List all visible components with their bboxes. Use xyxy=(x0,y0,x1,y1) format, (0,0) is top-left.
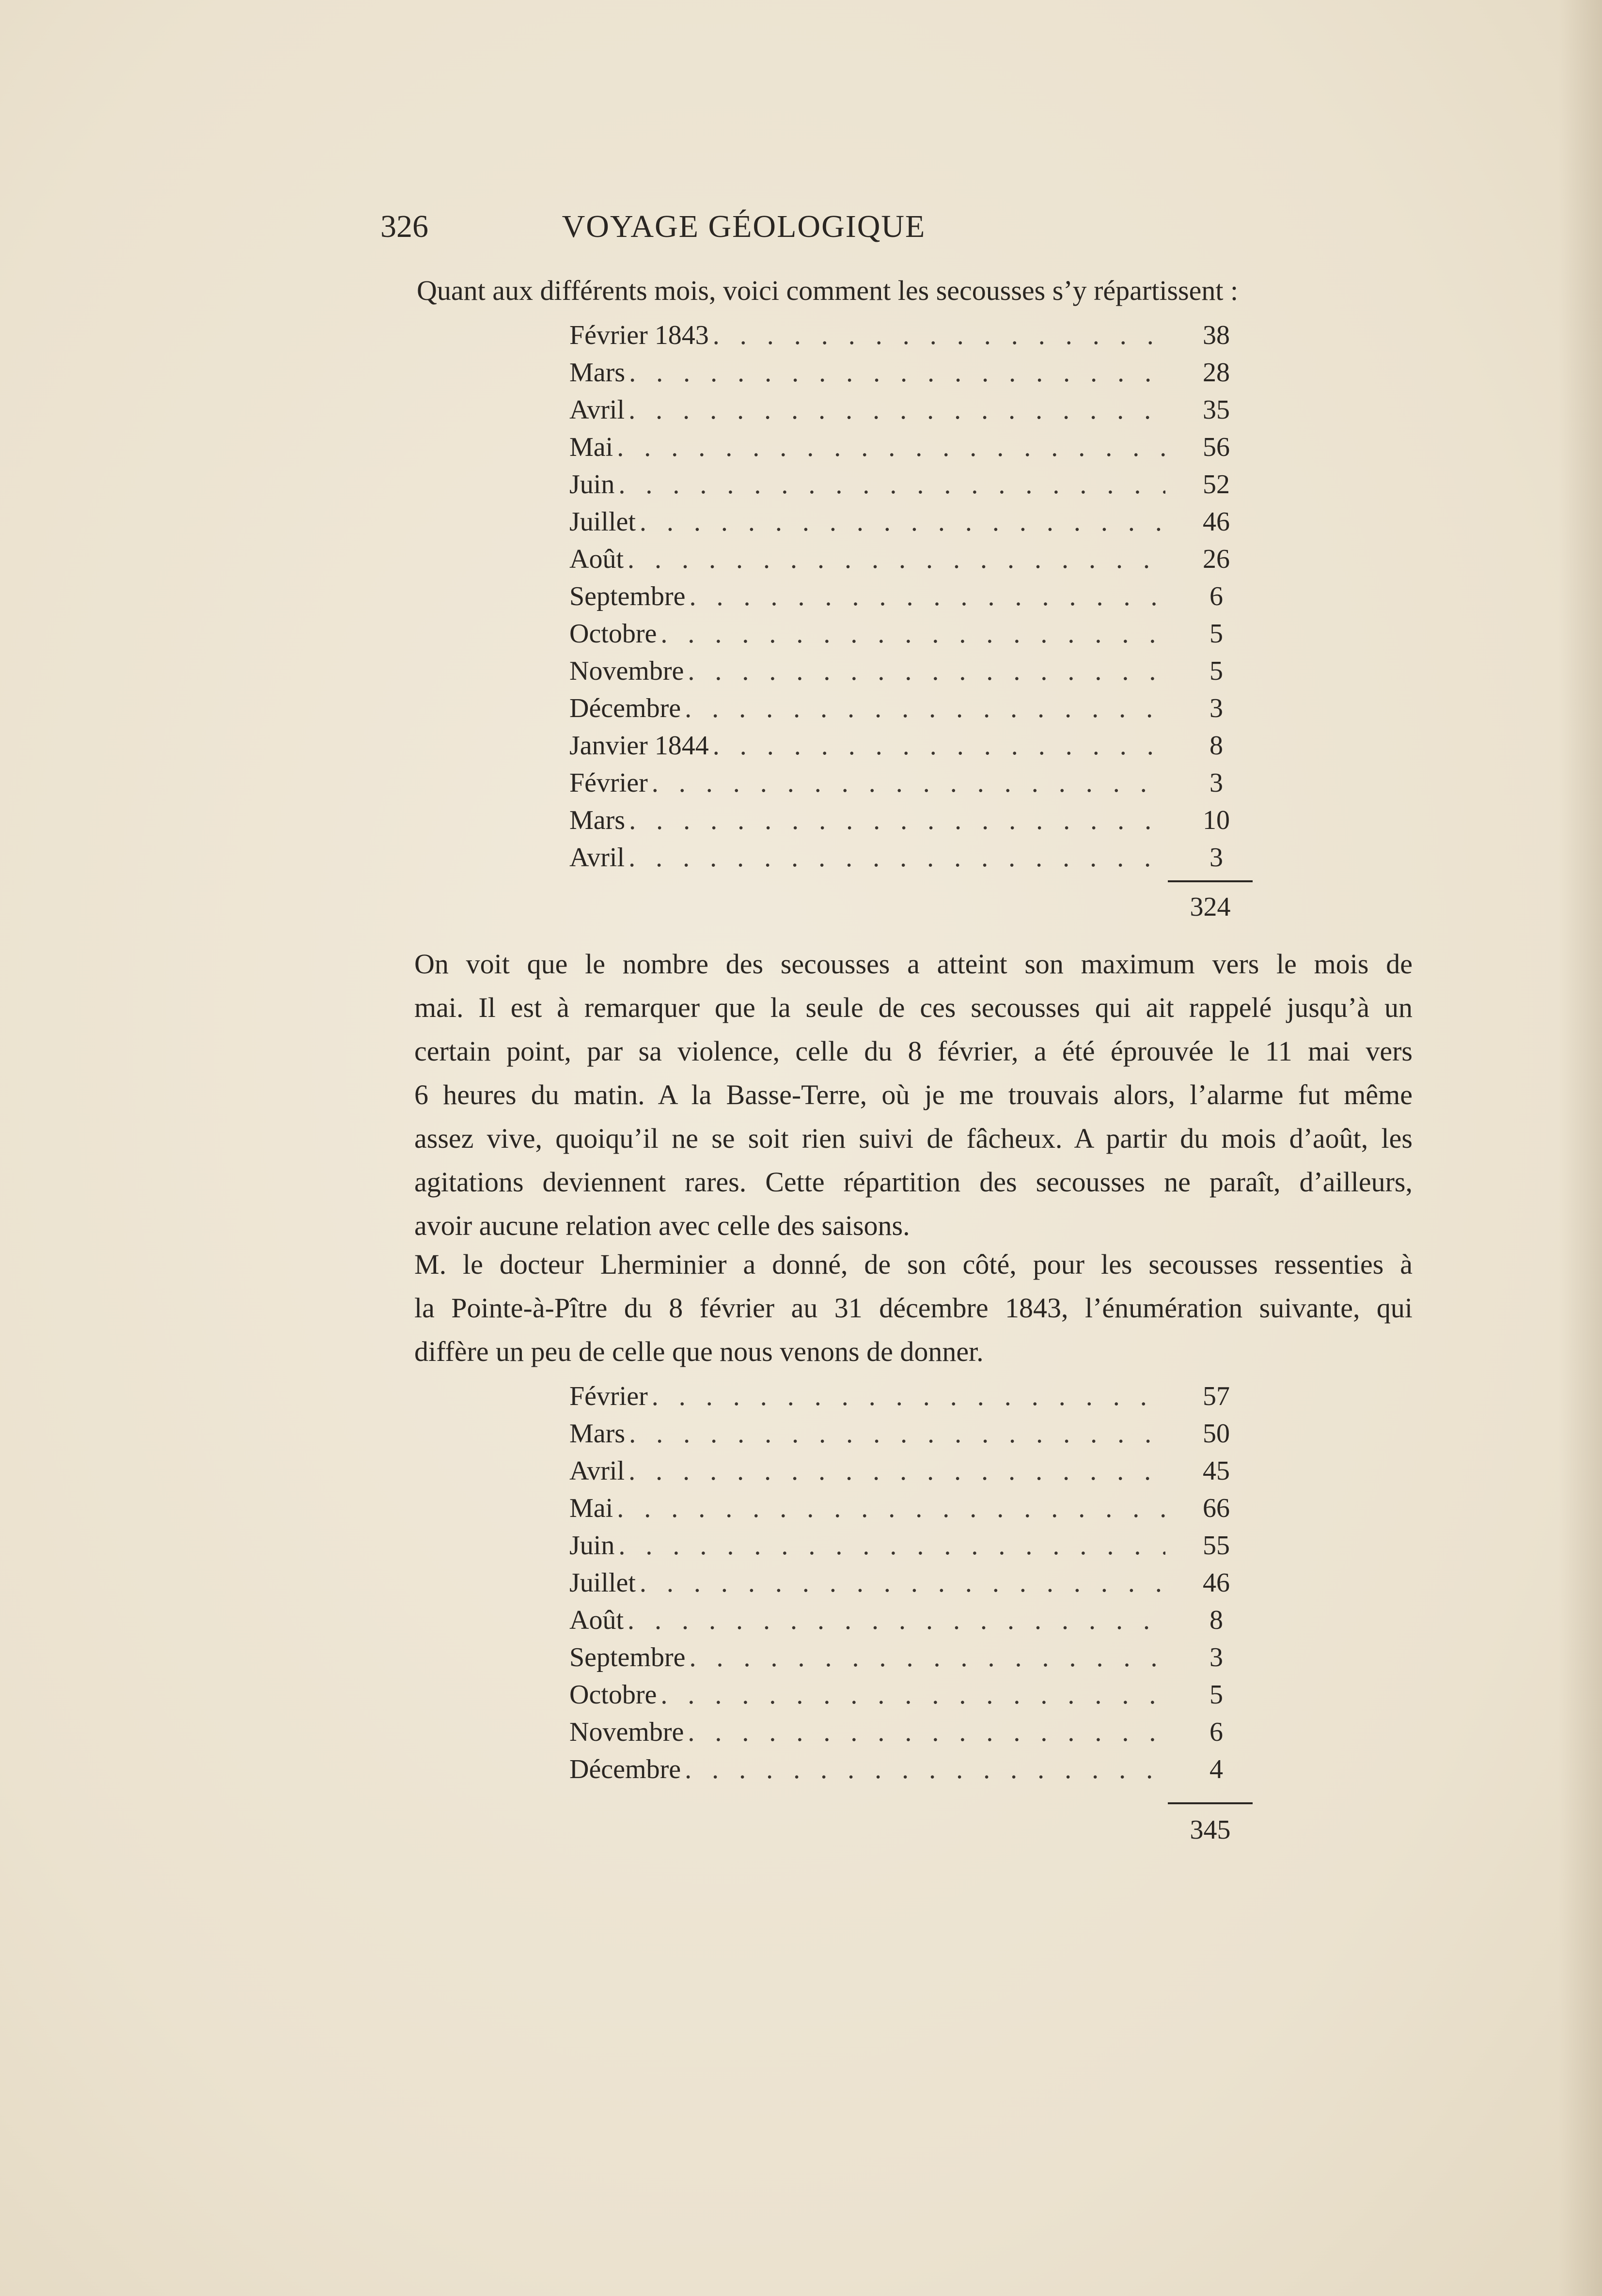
shock-count: 3 xyxy=(1209,1642,1223,1672)
earthquakes-by-month-table-1843-1844 xyxy=(569,320,1253,922)
dot-leader xyxy=(713,320,1165,351)
text-line: agitations deviennent rares. Cette répartition des secousses ne paraît, d’ailleurs, xyxy=(414,1166,1413,1198)
dot-leader xyxy=(652,1381,1165,1412)
shock-count: 28 xyxy=(1203,358,1230,388)
paragraph-maximum-may xyxy=(414,942,1413,1248)
shock-count: 56 xyxy=(1203,432,1230,462)
text-line: la Pointe-à-Pître du 8 février au 31 décembre 1843, l’énumération suivante, qui xyxy=(414,1292,1413,1324)
dot-leader xyxy=(713,730,1165,761)
dot-leader xyxy=(640,1567,1165,1598)
shock-count: 57 xyxy=(1203,1381,1230,1411)
month-label: Mars xyxy=(569,805,626,835)
month-label: Février 1843 xyxy=(569,320,709,350)
table-row xyxy=(569,1605,1253,1642)
dot-leader xyxy=(628,842,1165,873)
table-row xyxy=(569,432,1253,469)
dot-leader xyxy=(629,357,1165,388)
intro-sentence: Quant aux différents mois, voici comment les secousses s’y répartissent : xyxy=(417,275,1239,306)
shock-count: 3 xyxy=(1209,843,1223,873)
table-row xyxy=(569,767,1253,805)
dot-leader xyxy=(660,1679,1165,1710)
dot-leader xyxy=(689,581,1165,612)
month-label: Janvier 1844 xyxy=(569,731,709,761)
dot-leader xyxy=(685,1754,1165,1785)
shock-count: 6 xyxy=(1209,1717,1223,1747)
table-row xyxy=(569,469,1253,506)
month-label: Février xyxy=(569,768,648,798)
dot-leader xyxy=(629,1418,1165,1449)
month-label: Novembre xyxy=(569,656,684,686)
month-label: Octobre xyxy=(569,1680,657,1710)
shock-count: 8 xyxy=(1209,1605,1223,1635)
table-row xyxy=(569,1754,1253,1791)
month-label: Mai xyxy=(569,1493,613,1523)
shock-count: 8 xyxy=(1209,731,1223,761)
month-label: Septembre xyxy=(569,1642,686,1672)
table-rows xyxy=(569,320,1253,879)
month-label: Septembre xyxy=(569,581,686,611)
dot-leader xyxy=(628,544,1165,575)
text-line: 6 heures du matin. A la Basse-Terre, où je me trouvais alors, l’alarme fut même xyxy=(414,1079,1413,1110)
dot-leader xyxy=(689,1642,1165,1673)
month-label: Décembre xyxy=(569,1754,681,1784)
shock-count: 3 xyxy=(1209,768,1223,798)
text-line: M. le docteur Lherminier a donné, de son côté, pour les secousses ressenties à xyxy=(414,1249,1413,1280)
shock-count: 10 xyxy=(1203,805,1230,835)
shock-count: 26 xyxy=(1203,544,1230,574)
text-line: diffère un peu de celle que nous venons de donner. xyxy=(414,1336,984,1367)
table-row xyxy=(569,1679,1253,1717)
dot-leader xyxy=(688,656,1165,687)
month-label: Mai xyxy=(569,432,613,462)
table-row xyxy=(569,1381,1253,1418)
table-row xyxy=(569,544,1253,581)
dot-leader xyxy=(640,506,1165,537)
shock-count: 50 xyxy=(1203,1419,1230,1449)
dot-leader xyxy=(618,1530,1165,1561)
dot-leader xyxy=(629,805,1165,836)
text-line: On voit que le nombre des secousses a atteint son maximum vers le mois de xyxy=(414,948,1413,980)
month-label: Juillet xyxy=(569,1568,636,1598)
shock-count: 52 xyxy=(1203,469,1230,500)
dot-leader xyxy=(628,394,1165,425)
dot-leader xyxy=(685,693,1165,724)
month-label: Juillet xyxy=(569,507,636,537)
text-line: assez vive, quoiqu’il ne se soit rien suivi de fâcheux. A partir du mois d’août, les xyxy=(414,1123,1413,1154)
text-line: avoir aucune relation avec celle des saisons. xyxy=(414,1210,910,1241)
month-label: Février xyxy=(569,1381,648,1411)
month-label: Août xyxy=(569,1605,624,1635)
month-label: Avril xyxy=(569,1456,625,1486)
month-label: Août xyxy=(569,544,624,574)
dot-leader xyxy=(617,1493,1165,1524)
table-row xyxy=(569,394,1253,432)
text-line: mai. Il est à remarquer que la seule de ces secousses qui ait rappelé jusqu’à un xyxy=(414,992,1413,1023)
table-row xyxy=(569,1642,1253,1679)
month-label: Juin xyxy=(569,469,615,500)
total-rule xyxy=(1168,1802,1253,1804)
dot-leader xyxy=(660,618,1165,649)
table-rows xyxy=(569,1381,1253,1791)
lherminier-earthquakes-table-1843 xyxy=(569,1381,1253,1845)
shock-count: 5 xyxy=(1209,656,1223,686)
table-row xyxy=(569,581,1253,618)
table-row xyxy=(569,1493,1253,1530)
table-row xyxy=(569,1455,1253,1493)
table-row xyxy=(569,1418,1253,1455)
page-edge-shadow xyxy=(1558,0,1602,2296)
month-label: Avril xyxy=(569,843,625,873)
shock-count: 45 xyxy=(1203,1456,1230,1486)
month-label: Décembre xyxy=(569,693,681,723)
shock-count: 38 xyxy=(1203,320,1230,350)
page-header xyxy=(380,208,1093,262)
table-row xyxy=(569,1567,1253,1605)
table-row xyxy=(569,693,1253,730)
month-label: Novembre xyxy=(569,1717,684,1747)
table-total: 324 xyxy=(1190,892,1231,922)
shock-count: 46 xyxy=(1203,1568,1230,1598)
table-row xyxy=(569,357,1253,394)
table-row xyxy=(569,730,1253,767)
dot-leader xyxy=(618,469,1165,500)
dot-leader xyxy=(688,1717,1165,1748)
table-row xyxy=(569,656,1253,693)
month-label: Juin xyxy=(569,1531,615,1561)
table-total: 345 xyxy=(1190,1815,1231,1845)
dot-leader xyxy=(652,767,1165,798)
dot-leader xyxy=(628,1455,1165,1486)
shock-count: 66 xyxy=(1203,1493,1230,1523)
paragraph-lherminier xyxy=(414,1243,1413,1374)
table-row xyxy=(569,506,1253,544)
month-label: Octobre xyxy=(569,619,657,649)
month-label: Mars xyxy=(569,1419,626,1449)
shock-count: 46 xyxy=(1203,507,1230,537)
text-line: certain point, par sa violence, celle du 8 février, a été éprouvée le 11 mai vers xyxy=(414,1035,1413,1067)
dot-leader xyxy=(617,432,1165,463)
shock-count: 6 xyxy=(1209,581,1223,611)
month-label: Avril xyxy=(569,395,625,425)
table-row xyxy=(569,618,1253,656)
shock-count: 4 xyxy=(1209,1754,1223,1784)
table-row xyxy=(569,842,1253,879)
page-number: 326 xyxy=(380,209,428,244)
shock-count: 35 xyxy=(1203,395,1230,425)
table-row xyxy=(569,1717,1253,1754)
total-rule xyxy=(1168,880,1253,882)
dot-leader xyxy=(628,1605,1165,1636)
month-label: Mars xyxy=(569,358,626,388)
table-row xyxy=(569,1530,1253,1567)
shock-count: 5 xyxy=(1209,1680,1223,1710)
table-row xyxy=(569,320,1253,357)
table-row xyxy=(569,805,1253,842)
running-title: VOYAGE GÉOLOGIQUE xyxy=(562,209,926,244)
shock-count: 5 xyxy=(1209,619,1223,649)
shock-count: 55 xyxy=(1203,1531,1230,1561)
shock-count: 3 xyxy=(1209,693,1223,723)
